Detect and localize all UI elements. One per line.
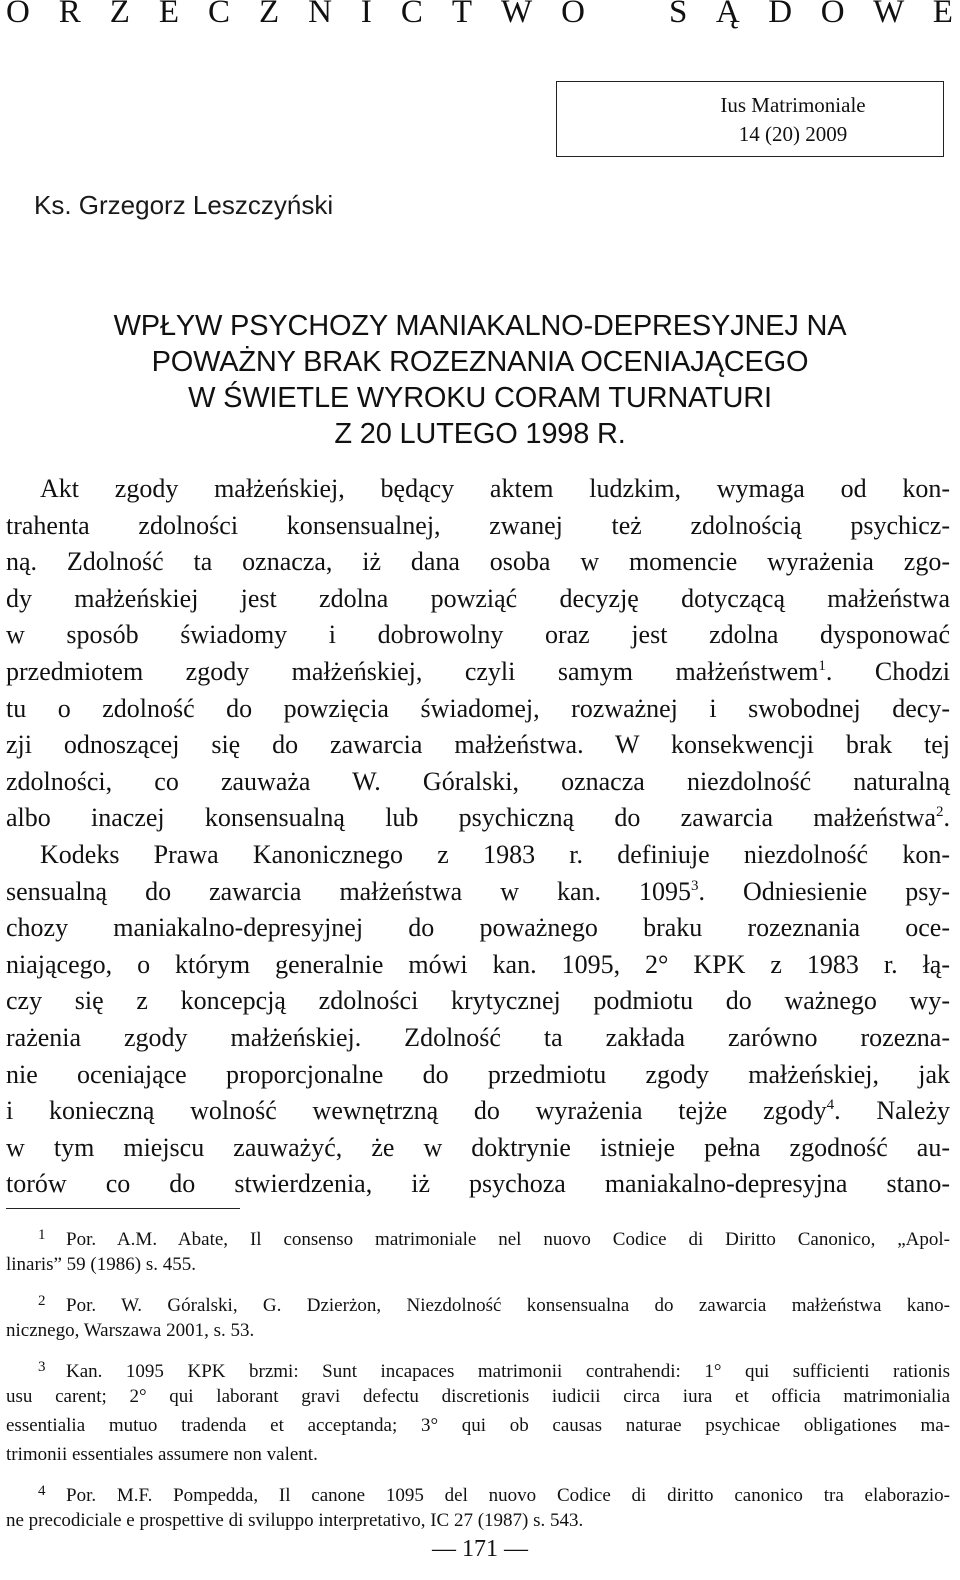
header-letter: W — [873, 0, 906, 30]
body-line: tu o zdolność do powzięcia świadomej, rozważnej i swobodnej decy- — [6, 693, 950, 723]
header-letter: Z — [258, 0, 281, 30]
title-line: POWAŻNY BRAK ROZEZNANIA OCENIAJĄCEGO — [151, 346, 809, 378]
body-line: Kodeks Prawa Kanonicznego z 1983 r. definiuje niezdolność kon- — [40, 839, 950, 869]
footnote-3 — [6, 1353, 950, 1469]
body-line: niającego, o którym generalnie mówi kan. 1095, 2° KPK z 1983 r. łą- — [6, 949, 950, 979]
body-line: w tym miejscu zauważyć, że w doktrynie istnieje pełna zgodność au- — [6, 1132, 950, 1162]
footnote-line: 1 Por. A.M. Abate, Il consenso matrimoniale nel nuovo Codice di Diritto Canonico, „Apol- — [6, 1221, 950, 1250]
section-header-word-2 — [669, 0, 954, 31]
footnote-number: 4 — [38, 1483, 46, 1499]
header-letter: E — [932, 0, 954, 30]
body-line: zji odnoszącej się do zawarcia małżeństwa. W konsekwencji brak tej — [6, 730, 950, 760]
author-name: Ks. Grzegorz Leszczyński — [34, 190, 334, 220]
footnote-2 — [6, 1287, 950, 1345]
title-line: WPŁYW PSYCHOZY MANIAKALNO-DEPRESYJNEJ NA — [113, 310, 847, 342]
footnote-number: 3 — [38, 1359, 46, 1375]
header-letter: T — [451, 0, 473, 30]
footnote-line: 4 Por. M.F. Pompedda, Il canone 1095 del nuovo Codice di diritto canonico tra elaborazio- — [6, 1477, 950, 1506]
footnote-separator — [6, 1208, 240, 1209]
header-letter: C — [400, 0, 424, 30]
body-line: przedmiotem zgody małżeńskiej, czyli samym małżeństwem$^1$. Chodzi — [6, 656, 950, 686]
body-line: albo inaczej konsensualną lub psychiczną do zawarcia małżeństwa$^2$. — [6, 803, 950, 833]
body-line: rażenia zgody małżeńskiej. Zdolność ta zakłada zarówno rozezna- — [6, 1022, 950, 1052]
header-letter: E — [158, 0, 181, 30]
footnote-line: essentialia mutuo tradenda et acceptanda; 3° qui ob causas naturae psychicae obligationes ma- — [6, 1415, 950, 1436]
page-number: — 171 — — [432, 1536, 528, 1562]
footnote-line: trimonii essentiales assumere non valent. — [6, 1444, 318, 1465]
section-header — [6, 0, 954, 31]
header-letter: Z — [109, 0, 131, 30]
journal-issue: 14 (20) 2009 — [738, 122, 848, 146]
header-letter: C — [208, 0, 232, 30]
footnote-line: ne precodiciale e prospettive di sviluppo interpretativo, IC 27 (1987) s. 543. — [6, 1510, 584, 1531]
title-line: Z 20 LUTEGO 1998 R. — [334, 418, 626, 450]
footnote-4 — [6, 1477, 950, 1535]
body-line: czy się z koncepcją zdolności krytycznej podmiotu do ważnego wy- — [6, 986, 950, 1016]
footnote-line: 3 Kan. 1095 KPK brzmi: Sunt incapaces matrimonii contrahendi: 1° qui sufficienti rationis — [6, 1353, 950, 1382]
body-line: torów co do stwierdzenia, iż psychoza maniakalno-depresyjna stano- — [6, 1169, 950, 1199]
footnote-number: 2 — [38, 1293, 46, 1309]
footnote-1 — [6, 1221, 950, 1279]
body-line: nie oceniające proporcjonalne do przedmiotu zgody małżeńskiej, jak — [6, 1059, 950, 1089]
header-letter: I — [360, 0, 373, 30]
section-header-word-1 — [6, 0, 586, 31]
journal-name: Ius Matrimoniale — [720, 93, 866, 117]
body-line: zdolności, co zauważa W. Góralski, oznacza niezdolność naturalną — [6, 766, 950, 796]
header-letter: D — [768, 0, 794, 30]
footnote-ref[interactable]: 2 — [936, 804, 944, 821]
header-letter: O — [561, 0, 586, 30]
footnote-ref[interactable]: 3 — [691, 877, 699, 894]
body-line: i konieczną wolność wewnętrzną do wyrażenia tejże zgody$^4$. Należy — [6, 1096, 950, 1126]
body-line: trahenta zdolności konsensualnej, zwanej też zdolnością psychicz- — [6, 510, 950, 540]
body-text — [6, 471, 950, 1203]
body-line: dy małżeńskiej jest zdolna powziąć decyzję dotyczącą małżeństwa — [6, 583, 950, 613]
header-letter: S — [669, 0, 689, 30]
body-line: w sposób świadomy i dobrowolny oraz jest zdolna dysponować — [6, 620, 950, 650]
header-letter: O — [6, 0, 31, 30]
header-letter: N — [308, 0, 333, 30]
footnotes — [6, 1221, 950, 1543]
header-letter: O — [820, 0, 846, 30]
journal-info-box — [556, 81, 944, 157]
footnote-ref[interactable]: 1 — [818, 657, 826, 674]
body-line: sensualną do zawarcia małżeństwa w kan. 1095$^3$. Odniesienie psy- — [6, 876, 950, 906]
footnote-line: 2 Por. W. Góralski, G. Dzierżon, Niezdolność konsensualna do zawarcia małżeństwa kano- — [6, 1287, 950, 1316]
footnote-number: 1 — [38, 1227, 46, 1243]
header-letter: R — [58, 0, 82, 30]
body-line: ną. Zdolność ta oznacza, iż dana osoba w momencie wyrażenia zgo- — [6, 547, 950, 577]
footnote-line: linaris” 59 (1986) s. 455. — [6, 1254, 196, 1275]
footnote-ref[interactable]: 4 — [826, 1097, 835, 1114]
footnote-line: nicznego, Warszawa 2001, s. 53. — [6, 1320, 255, 1341]
header-letter: Ą — [715, 0, 741, 30]
title-line: W ŚWIETLE WYROKU CORAM TURNATURI — [188, 382, 772, 414]
article-title — [20, 308, 940, 452]
body-line: Akt zgody małżeńskiej, będący aktem ludzkim, wymaga od kon- — [40, 474, 950, 503]
header-letter: W — [500, 0, 534, 30]
body-line: chozy maniakalno-depresyjnej do poważnego braku rozeznania oce- — [6, 913, 950, 943]
footnote-line: usu carent; 2° qui laborant gravi defectu discretionis iudicii circa iura et officia matrimonialia — [6, 1386, 950, 1407]
